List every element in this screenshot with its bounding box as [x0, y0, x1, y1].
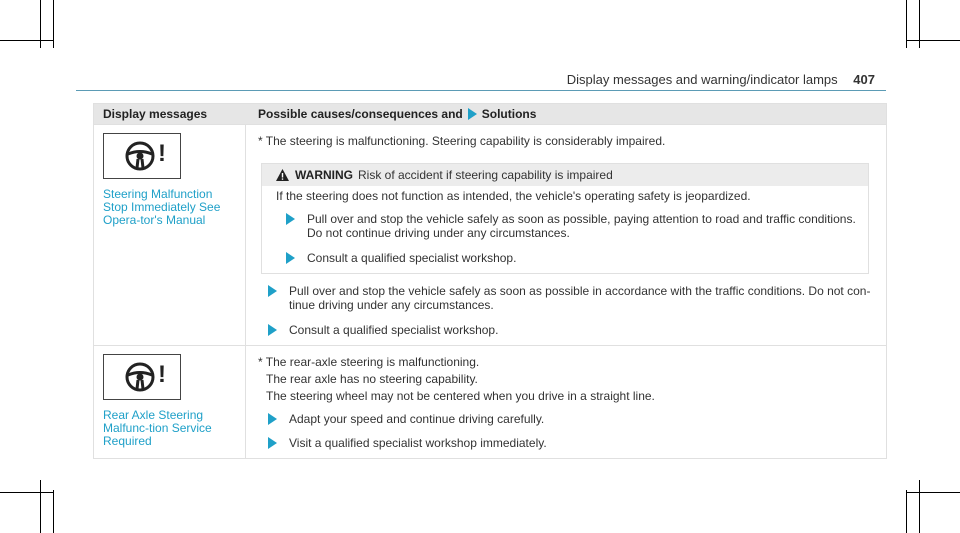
col-display-messages: Display messages	[103, 107, 208, 121]
col-possible-causes: Possible causes/consequences and Solutions	[258, 107, 537, 121]
crop-mark	[906, 40, 960, 41]
steering-wheel-warning-icon: !	[103, 354, 181, 400]
display-message-text: Rear Axle Steering Malfunc-tion Service Required	[103, 408, 212, 448]
warning-text: If the steering does not function as intended, the vehicle's operating safety is jeopardized.	[276, 189, 751, 203]
warning-triangle-icon	[276, 169, 289, 181]
list-item: Adapt your speed and continue driving carefully.	[258, 412, 876, 426]
causes-cell	[246, 346, 886, 458]
table-row	[94, 345, 886, 458]
cause-text: The rear axle has no steering capability.	[266, 372, 478, 386]
page-number: 407	[853, 72, 875, 87]
cause-text: * The steering is malfunctioning. Steering capability is considerably impaired.	[258, 134, 666, 148]
warning-header	[262, 164, 868, 186]
list-item: Consult a qualified specialist workshop.	[276, 251, 858, 265]
messages-table	[93, 103, 887, 459]
section-title: Display messages and warning/indicator lamps	[566, 72, 838, 87]
cause-text: * The rear-axle steering is malfunctioning.	[258, 355, 480, 369]
arrow-right-icon	[268, 413, 277, 425]
causes-cell	[246, 125, 886, 345]
list-item: Consult a qualified specialist workshop.	[258, 323, 876, 337]
warning-label: WARNING	[295, 168, 353, 182]
crop-mark	[53, 490, 54, 533]
crop-mark	[919, 480, 920, 533]
arrow-right-icon	[286, 213, 295, 225]
warning-title: Risk of accident if steering capability is impaired	[358, 168, 613, 182]
warning-box	[261, 163, 869, 274]
list-item: Pull over and stop the vehicle safely as soon as possible, paying attention to road and traffic conditions. Do not continue driving under any circumstances.	[276, 212, 858, 240]
display-message-cell	[94, 125, 246, 345]
display-message-cell	[94, 346, 246, 458]
crop-mark	[53, 0, 54, 48]
crop-mark	[0, 492, 53, 493]
crop-mark	[906, 490, 907, 533]
arrow-right-icon	[268, 437, 277, 449]
table-row	[94, 124, 886, 345]
steering-wheel-warning-icon: !	[103, 133, 181, 179]
arrow-right-icon	[268, 285, 277, 297]
header-rule	[76, 90, 886, 91]
crop-mark	[40, 480, 41, 533]
running-header	[567, 72, 875, 87]
arrow-right-icon	[268, 324, 277, 336]
display-message-text: Steering Malfunction Stop Immediately See Opera-tor's Manual	[103, 187, 221, 227]
warning-body	[262, 186, 868, 273]
arrow-right-icon	[468, 108, 477, 120]
cause-text: The steering wheel may not be centered when you drive in a straight line.	[266, 389, 655, 403]
table-header	[94, 104, 886, 124]
crop-mark	[906, 492, 960, 493]
list-item: Visit a qualified specialist workshop immediately.	[258, 436, 876, 450]
crop-mark	[0, 40, 53, 41]
arrow-right-icon	[286, 252, 295, 264]
list-item: Pull over and stop the vehicle safely as soon as possible in accordance with the traffic conditions. Do not con-tinue driving under any circumstances.	[258, 284, 876, 312]
